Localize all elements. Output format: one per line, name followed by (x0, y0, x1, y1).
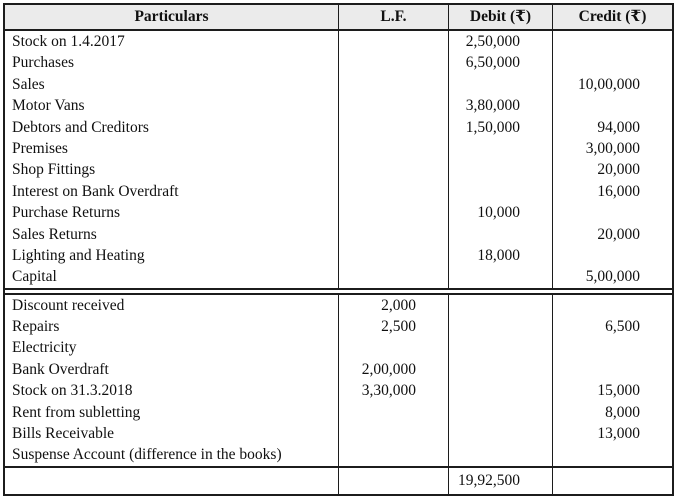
particulars-cell: Repairs (12, 318, 60, 336)
header-credit: Credit (₹) (552, 5, 672, 29)
debit-cell: 1,50,000 (448, 117, 552, 138)
credit-cell: 20,000 (552, 159, 672, 180)
particulars-cell: Stock on 31.3.2018 (12, 382, 133, 400)
lf-cell (338, 31, 448, 52)
lf-cell: 3,30,000 (338, 380, 448, 401)
credit-cell (552, 444, 672, 465)
credit-cell: 20,000 (552, 224, 672, 245)
particulars-cell: Shop Fittings (12, 161, 96, 179)
table-header-row (5, 5, 672, 31)
debit-cell (448, 138, 552, 159)
credit-cell: 94,000 (552, 117, 672, 138)
lf-cell: 2,500 (338, 316, 448, 337)
particulars-cell: Capital (12, 268, 57, 286)
particulars-cell: Purchases (12, 54, 74, 72)
lf-cell (338, 444, 448, 465)
credit-cell (552, 295, 672, 316)
trial-balance-table (3, 3, 674, 496)
particulars-cell: Premises (12, 139, 68, 157)
table-row (5, 95, 672, 116)
particulars-cell: Purchase Returns (12, 204, 121, 222)
credit-cell: 6,500 (552, 316, 672, 337)
credit-cell (552, 95, 672, 116)
credit-cell (552, 31, 672, 52)
table-row (5, 117, 672, 138)
lf-cell (338, 224, 448, 245)
debit-cell: 6,50,000 (448, 52, 552, 73)
debit-cell (448, 444, 552, 465)
particulars-cell: Bank Overdraft (12, 360, 109, 378)
lf-cell (338, 117, 448, 138)
credit-cell (552, 337, 672, 358)
debit-cell (448, 74, 552, 95)
total-lf-cell (338, 468, 448, 494)
lf-cell (338, 402, 448, 423)
header-lf: L.F. (338, 5, 448, 29)
table-row (5, 444, 672, 465)
particulars-cell: Stock on 1.4.2017 (12, 33, 125, 50)
lf-cell (338, 266, 448, 287)
table-row (5, 202, 672, 223)
particulars-cell: Electricity (12, 339, 77, 357)
particulars-cell: Interest on Bank Overdraft (12, 182, 179, 200)
debit-cell: 10,000 (448, 202, 552, 223)
table-row (5, 31, 672, 52)
particulars-cell: Suspense Account (difference in the books) (12, 446, 282, 464)
table-row (5, 181, 672, 202)
lf-cell (338, 159, 448, 180)
particulars-cell: Motor Vans (12, 97, 85, 115)
lf-cell (338, 52, 448, 73)
lf-cell: 2,000 (338, 295, 448, 316)
debit-cell (448, 159, 552, 180)
credit-cell (552, 245, 672, 266)
debit-cell (448, 359, 552, 380)
lf-cell: 2,00,000 (338, 359, 448, 380)
lf-cell (338, 423, 448, 444)
credit-cell (552, 52, 672, 73)
debit-cell (448, 224, 552, 245)
table-row (5, 295, 672, 316)
table-row (5, 402, 672, 423)
lf-cell (338, 181, 448, 202)
lf-cell (338, 95, 448, 116)
debit-cell (448, 337, 552, 358)
credit-cell (552, 202, 672, 223)
table-row (5, 52, 672, 73)
particulars-cell: Lighting and Heating (12, 246, 145, 264)
debit-cell (448, 380, 552, 401)
table-row (5, 359, 672, 380)
table-section-1 (5, 31, 672, 288)
credit-cell: 3,00,000 (552, 138, 672, 159)
table-row (5, 74, 672, 95)
debit-cell (448, 295, 552, 316)
table-total-section (5, 466, 672, 494)
table-row (5, 159, 672, 180)
particulars-cell: Sales Returns (12, 225, 97, 243)
table-section-2 (5, 288, 672, 466)
debit-cell: 2,50,000 (448, 31, 552, 52)
debit-cell (448, 181, 552, 202)
header-debit: Debit (₹) (448, 5, 552, 29)
header-particulars: Particulars (134, 8, 209, 25)
particulars-cell: Debtors and Creditors (12, 118, 149, 136)
lf-cell (338, 337, 448, 358)
table-row (5, 224, 672, 245)
particulars-cell: Discount received (12, 296, 125, 314)
lf-cell (338, 202, 448, 223)
total-credit-cell (552, 468, 672, 494)
particulars-cell: Bills Receivable (12, 425, 115, 443)
credit-cell: 15,000 (552, 380, 672, 401)
credit-cell: 13,000 (552, 423, 672, 444)
credit-cell: 5,00,000 (552, 266, 672, 287)
table-row (5, 380, 672, 401)
table-row (5, 138, 672, 159)
debit-cell (448, 402, 552, 423)
table-row (5, 423, 672, 444)
credit-cell (552, 359, 672, 380)
credit-cell: 16,000 (552, 181, 672, 202)
lf-cell (338, 245, 448, 266)
credit-cell: 8,000 (552, 402, 672, 423)
total-particulars-cell (5, 468, 338, 494)
total-row (5, 468, 672, 494)
table-row (5, 316, 672, 337)
debit-cell (448, 266, 552, 287)
debit-cell (448, 423, 552, 444)
table-row (5, 266, 672, 287)
debit-cell: 18,000 (448, 245, 552, 266)
debit-cell: 3,80,000 (448, 95, 552, 116)
particulars-cell: Rent from subletting (12, 403, 141, 421)
lf-cell (338, 74, 448, 95)
debit-cell (448, 316, 552, 337)
credit-cell: 10,00,000 (552, 74, 672, 95)
particulars-cell: Sales (12, 75, 45, 93)
table-row (5, 337, 672, 358)
lf-cell (338, 138, 448, 159)
table-row (5, 245, 672, 266)
total-debit-cell: 19,92,500 (448, 468, 552, 494)
